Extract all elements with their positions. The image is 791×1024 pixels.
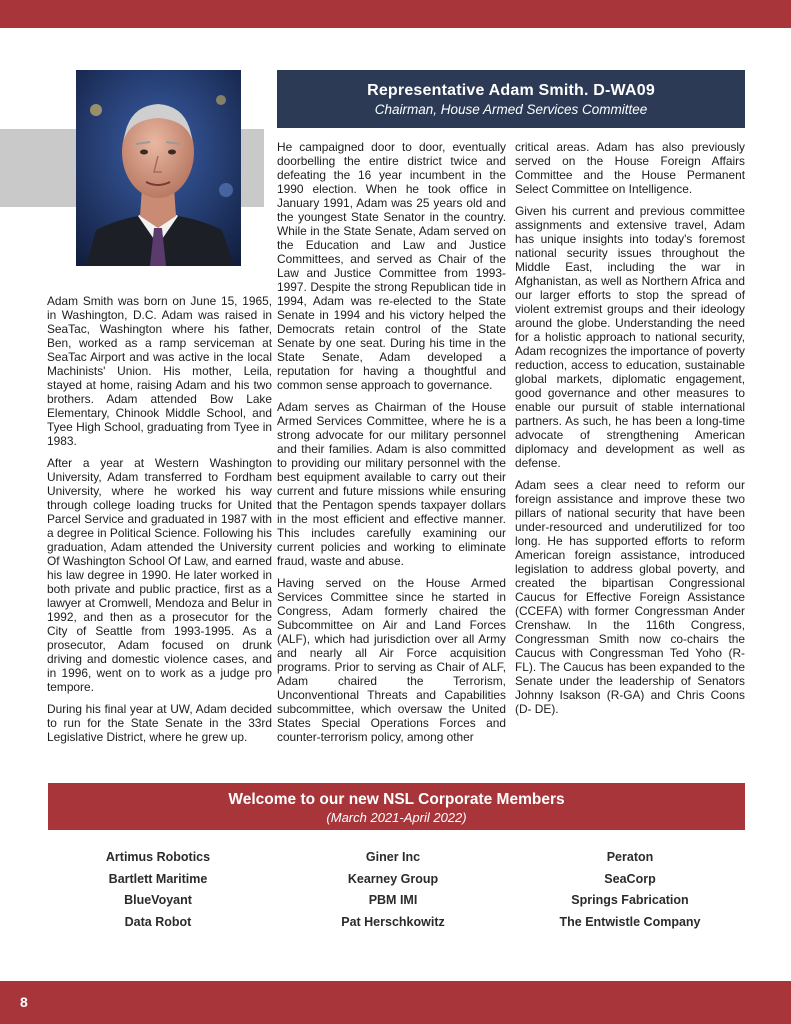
member-name: PBM IMI xyxy=(368,893,418,907)
paragraph: After a year at Western Washington University, Adam transferred to Fordham University, where he worked his way through college loading trucks for United Parcel Service and graduated in 1987 with a degree in Political Science. Following his graduation, Adam attended the University Of Washington School Of Law, and earned his law degree in 1990. He later worked in both private and public practice, first as a lawyer at Cromwell, Mendoza and Belur in 1992, and then as a prosecutor for the City of Seattle from 1993-1995. As a prosecutor, Adam focused on drunk driving and domestic violence cases, and in 1996, went on to work as a judge pro tempore. xyxy=(47,456,272,694)
portrait-illustration xyxy=(76,70,241,266)
paragraph: Having served on the House Armed Services Committee since he started in Congress, Adam formerly chaired the Subcommittee on Air and Land Forces (ALF), which had jurisdiction over all Army and nearly all Air Force acquisition programs. Prior to serving as Chair of ALF, Adam chaired the Terrorism, Unconventional Threats and Capabilities subcommittee, which oversaw the United States Special Operations Forces and counter-terrorism policy, among other xyxy=(277,576,506,744)
members-subtitle: (March 2021-April 2022) xyxy=(326,810,467,825)
bio-column-3 xyxy=(515,140,745,724)
paragraph: Adam Smith was born on June 15, 1965, in Washington, D.C. Adam was raised in SeaTac, Washington where his father, Ben, worked as a ramp serviceman at SeaTac Airport and was active in the local Machinists' Union. His mother, Leila, stayed at home, raising Adam and his two brothers. Adam attended Bow Lake Elementary, Chinook Middle School, and Tyee High School, graduating from Tyee in 1983. xyxy=(47,294,272,448)
member-name: Data Robot xyxy=(124,914,192,929)
paragraph: critical areas. Adam has also previously served on the House Foreign Affairs Committee and the House Permanent Select Committee on Intelligence. xyxy=(515,140,745,196)
member-name: Bartlett Maritime xyxy=(108,871,208,886)
corporate-members-banner xyxy=(48,783,745,830)
page-number: 8 xyxy=(20,994,28,1010)
paragraph: During his final year at UW, Adam decided to run for the State Senate in the 33rd Legislative District, where he grew up. xyxy=(47,702,272,744)
representative-name: Representative Adam Smith. D-WA09 xyxy=(367,82,655,99)
bio-column-1 xyxy=(47,294,272,752)
members-title: Welcome to our new NSL Corporate Members xyxy=(228,791,565,808)
member-name: Springs Fabrication xyxy=(571,893,689,907)
member-name: Peraton xyxy=(606,850,654,864)
members-column-2 xyxy=(273,849,513,935)
paragraph: He campaigned door to door, eventually doorbelling the entire district twice and defeating the 16 year incumbent in the 1990 election. When he took office in January 1991, Adam was 25 years old and the youngest State Senator in the country. While in the State Senate, Adam served on the Education and Law and Justice Committees, and served as Chair of the Law and Justice Committee from 1993-1997. Despite the strong Republican tide in 1994, Adam was re-elected to the State Senate in 1994 and his victory helped the Democrats retain control of the State Senate by one seat. During his time in the State Senate, Adam developed a reputation for having a thoughtful and common sense approach to governance. xyxy=(277,140,506,392)
title-banner xyxy=(277,70,745,128)
bottom-accent-bar xyxy=(0,981,791,1024)
member-name: Artimus Robotics xyxy=(105,850,211,864)
members-column-3 xyxy=(510,849,750,935)
top-accent-bar xyxy=(0,0,791,28)
member-name: BlueVoyant xyxy=(124,893,192,907)
representative-role: Chairman, House Armed Services Committee xyxy=(374,102,648,117)
paragraph: Adam serves as Chairman of the House Armed Services Committee, where he is a strong advocate for our military personnel and their families. Adam is also committed to providing our military personnel with the best equipment available to carry out their current and future missions while ensuring that the Pentagon spends taxpayer dollars in the most efficient and effective manner. This includes carefully examining our current policies and working to eliminate fraud, waste and abuse. xyxy=(277,400,506,568)
member-name: Kearney Group xyxy=(347,871,439,886)
portrait-photo xyxy=(76,70,241,266)
paragraph: Given his current and previous committee assignments and extensive travel, Adam has unique insights into today's foremost national security issues throughout the Middle East, including the war in Afghanistan, as well as Northern Africa and our larger efforts to stop the spread of violent extremist groups and their ideology around the globe. Understanding the need for a holistic approach to national security, Adam recognizes the importance of poverty reduction, access to education, sustainable global markets, diplomatic engagement, good governance and other measures to enable our pursuit of stable international partners. As such, he has been a long-time advocate of strengthening American diplomacy and development as well as defense. xyxy=(515,204,745,470)
member-name: Giner Inc xyxy=(365,850,421,864)
member-name: SeaCorp xyxy=(604,871,656,886)
member-name: The Entwistle Company xyxy=(559,914,701,929)
bio-column-2 xyxy=(277,140,506,752)
paragraph: Adam sees a clear need to reform our foreign assistance and improve these two pillars of national security that have been under-resourced and underutilized for too long. He has supported efforts to reform American foreign assistance, introduced legislation to address global poverty, and created the bipartisan Congressional Caucus for Effective Foreign Assistance (CCEFA) with former Congressman Ander Crenshaw. In the 116th Congress, Congressman Smith now co-chairs the Caucus with Congressman Ted Yoho (R-FL). The Caucus has been expanded to the Senate under the leadership of Senators Johnny Isakson (R-GA) and Chris Coons (D- DE). xyxy=(515,478,745,716)
members-column-1 xyxy=(38,849,278,935)
member-name: Pat Herschkowitz xyxy=(341,914,445,929)
